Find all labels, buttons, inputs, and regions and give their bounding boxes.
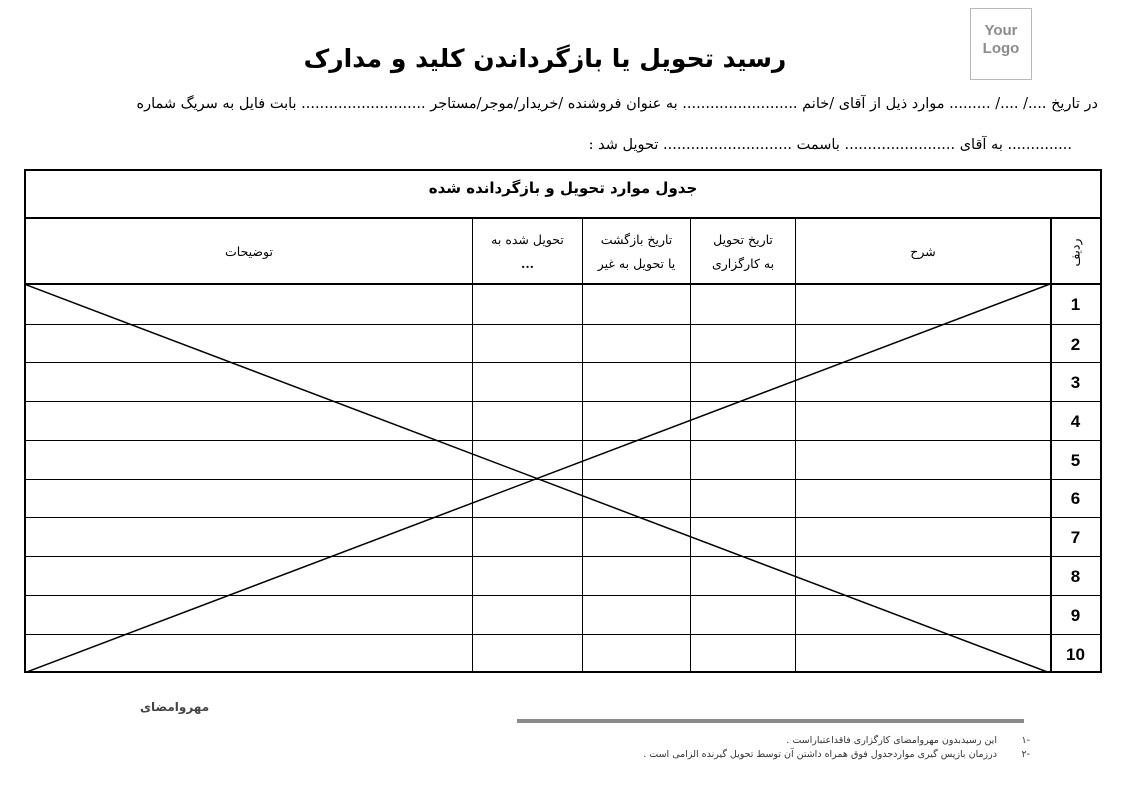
footer-divider bbox=[517, 719, 1024, 723]
footnotes bbox=[643, 734, 1030, 762]
header-delivered-to-line-1: تحویل شده به bbox=[491, 232, 564, 247]
footnote-item bbox=[643, 748, 1030, 762]
intro-line-2: .............. به آقای ........................ باسمت ............................ تحویل شد : bbox=[588, 137, 1072, 153]
header-delivery-date bbox=[691, 221, 795, 283]
header-delivered-to-line-2: ... bbox=[520, 256, 535, 271]
footnote-text: درزمان بازپس گیری مواردجدول فوق همراه داشتن آن توسط تحویل گیرنده الزامی است . bbox=[643, 749, 997, 760]
document-title: رسید تحویل یا بازگرداندن کلید و مدارک bbox=[303, 44, 787, 73]
header-description-label: شرح bbox=[910, 244, 936, 259]
header-delivery-date-line-1: تاریخ تحویل bbox=[713, 232, 773, 247]
row-number: 8 bbox=[1070, 567, 1081, 586]
header-return-date-line-1: تاریخ بازگشت bbox=[600, 232, 673, 247]
logo-text-line-1: Your bbox=[984, 22, 1018, 39]
footnote-item bbox=[643, 734, 1030, 748]
intro-line-1: در تاریخ ..../ ..../ ......... موارد ذیل از آقای /خانم ......................... به عنوان فروشنده /خریدار/موجر/مستاجر ........................... بابت فایل به سریگ شماره bbox=[136, 96, 1098, 112]
row-number: 10 bbox=[1066, 645, 1085, 664]
row-number: 7 bbox=[1070, 528, 1081, 547]
signature-label: مهروامضای bbox=[140, 700, 210, 714]
row-number: 1 bbox=[1070, 295, 1081, 314]
header-notes bbox=[26, 221, 472, 283]
header-notes-label: توضیحات bbox=[225, 244, 273, 259]
header-description bbox=[796, 221, 1050, 283]
header-return-date bbox=[583, 221, 690, 283]
header-delivered-to bbox=[473, 221, 582, 283]
table-title: جدول موارد تحویل و بازگردانده شده bbox=[428, 179, 698, 197]
table-title-divider bbox=[24, 217, 1102, 219]
header-row-number-label: ردیف bbox=[1068, 237, 1083, 267]
row-number: 3 bbox=[1070, 373, 1081, 392]
header-row-number bbox=[1051, 221, 1100, 283]
row-number: 9 bbox=[1070, 606, 1081, 625]
row-number: 5 bbox=[1070, 451, 1081, 470]
footnote-number: -۱ bbox=[1021, 735, 1030, 746]
header-delivery-date-line-2: به کارگزاری bbox=[711, 256, 775, 271]
row-number: 6 bbox=[1070, 489, 1081, 508]
footnote-number: -۲ bbox=[1021, 749, 1030, 760]
footnote-text: این رسیدبدون مهروامضای کارگزاری فاقداعتباراست . bbox=[786, 735, 997, 746]
header-return-date-line-2: یا تحویل به غیر bbox=[597, 256, 676, 271]
row-number: 4 bbox=[1070, 412, 1081, 431]
logo-text-line-2: Logo bbox=[982, 40, 1020, 57]
cross-out-lines bbox=[24, 284, 1051, 673]
row-number: 2 bbox=[1070, 335, 1081, 354]
